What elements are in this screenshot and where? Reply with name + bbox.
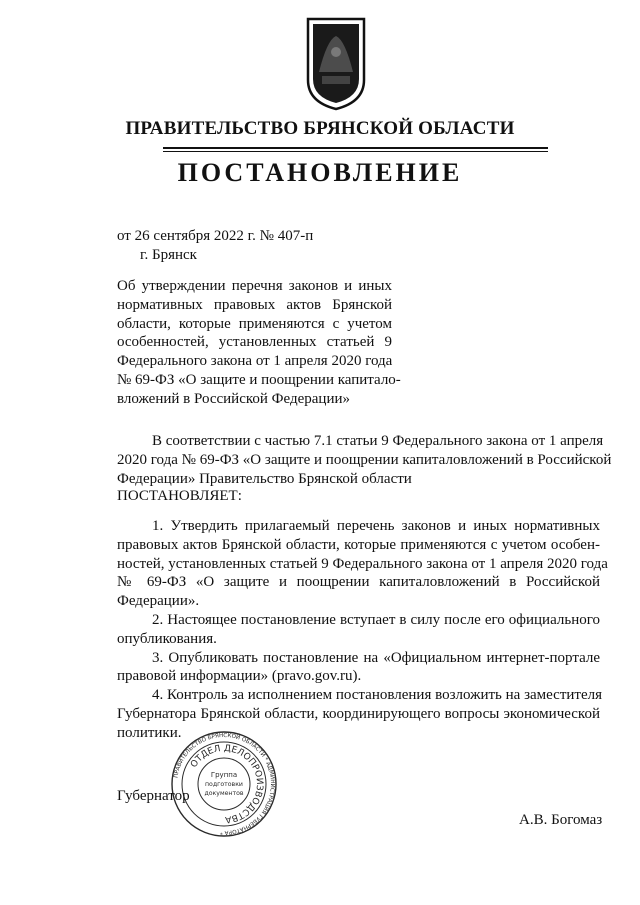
document-type-title: ПОСТАНОВЛЕНИЕ [177,158,463,187]
item-line: 3. Опубликовать постановление на «Официальном интернет-портале [152,649,600,666]
subject-line: области, которые применяются с учетом [117,315,392,332]
decree-items [117,517,608,743]
document-city: г. Брянск [140,247,197,263]
signatory-role: Губернатор [117,788,190,804]
signatory-name: А.В. Богомаз [519,812,603,828]
decree-item-1 [117,517,608,611]
office-stamp [170,730,278,838]
header-rule-thin [163,151,548,152]
intro-line: 2020 года № 69-ФЗ «О защите и поощрении капиталовложений в Российской [117,451,612,468]
coat-of-arms-emblem [305,16,367,112]
item-line: опубликования. [117,630,217,647]
item-line: № 69-ФЗ «О защите и поощрении капиталовложений в Российской [117,574,600,591]
stamp-center-line: подготовки [205,781,243,788]
item-line: Федерации». [117,593,200,610]
item-line: политики. [117,724,182,741]
intro-line: Федерации» Правительство Брянской области [117,470,412,487]
header-rule-thick [163,147,548,149]
stamp-ring-text: ОТДЕЛ ДЕЛОПРОИЗВОДСТВА [189,743,265,825]
intro-line: В соответствии с частью 7.1 статьи 9 Федерального закона от 1 апреля [152,433,604,449]
document-subject [117,277,401,409]
stamp-center-line: Группа [210,771,238,779]
stamp-center-line: документов [204,790,244,797]
subject-line: вложений в Российской Федерации» [117,390,350,407]
subject-line: Об утверждении перечня законов и иных [117,278,392,294]
subject-line: № 69-ФЗ «О защите и поощрении капитало- [117,371,401,388]
item-line: правовых актов Брянской области, которые применяются с учетом особен- [117,536,600,553]
decree-word: ПОСТАНОВЛЯЕТ: [117,488,242,504]
document-date-number: от 26 сентября 2022 г. № 407-п [117,228,314,244]
subject-line: Федерального закона от 1 апреля 2020 года [117,353,393,370]
organization-title: ПРАВИТЕЛЬСТВО БРЯНСКОЙ ОБЛАСТИ [125,118,515,139]
item-line: Губернатора Брянской области, координирующего вопросы экономической [117,705,600,722]
subject-line: особенностей, установленных статьей 9 [117,334,392,351]
item-line: 4. Контроль за исполнением постановления возложить на заместителя [152,687,603,704]
stamp-outer-text: ПРАВИТЕЛЬСТВО БРЯНСКОЙ ОБЛАСТИ * АДМИНИСТРАЦИЯ ГУБЕРНАТОРА * [173,732,276,836]
item-line: ностей, установленных статьей 9 Федерального закона от 1 апреля 2020 года [117,555,608,572]
item-line: правовой информации» (pravo.gov.ru). [117,668,362,685]
item-line: 1. Утвердить прилагаемый перечень законов и иных нормативных [152,518,600,534]
subject-line: нормативных правовых актов Брянской [117,296,392,313]
decree-item-3 [117,649,600,687]
decree-item-2 [117,611,600,649]
intro-paragraph [117,432,612,488]
item-line: 2. Настоящее постановление вступает в силу после его официального [152,611,600,628]
